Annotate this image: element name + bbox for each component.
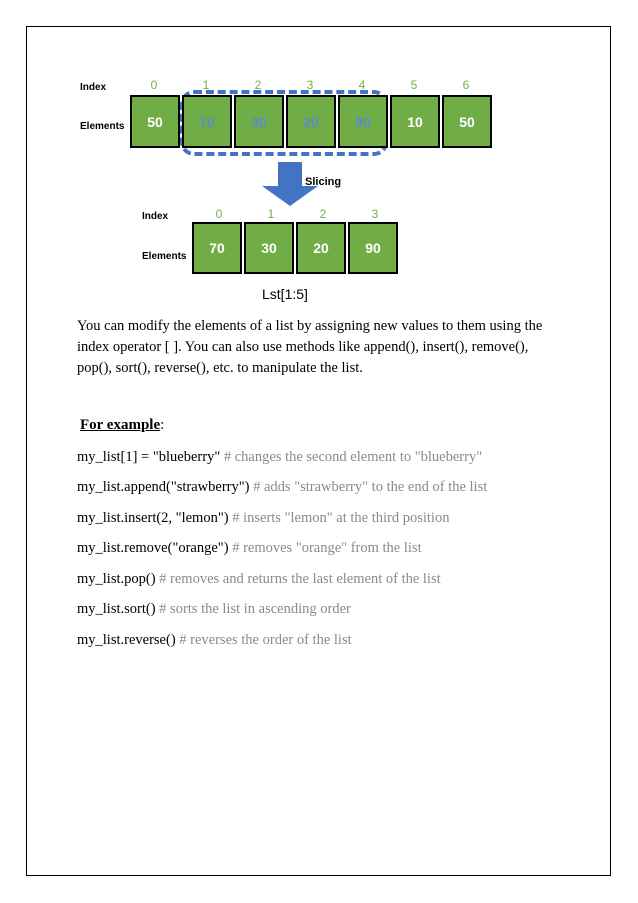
bottom-index-3: 3 xyxy=(371,207,379,221)
code-comment: # changes the second element to "blueberry" xyxy=(223,449,483,465)
example-line-1 xyxy=(77,449,482,466)
code-comment: # inserts "lemon" at the third position xyxy=(232,510,450,526)
example-line-4 xyxy=(77,540,422,557)
top-index-1: 1 xyxy=(202,78,210,92)
code-comment: # sorts the list in ascending order xyxy=(159,601,351,617)
code-text: my_list[1] = "blueberry" xyxy=(77,449,221,465)
bottom-index-label: Index xyxy=(142,211,169,222)
slice-caption: Lst[1:5] xyxy=(262,286,308,302)
code-comment: # removes "orange" from the list xyxy=(232,540,422,556)
slicing-label: Slicing xyxy=(305,176,342,188)
top-index-4: 4 xyxy=(358,78,366,92)
top-cell-0: 50 xyxy=(130,95,180,148)
example-line-5 xyxy=(77,571,441,588)
top-index-3: 3 xyxy=(306,78,314,92)
example-line-3 xyxy=(77,510,449,527)
top-index-6: 6 xyxy=(462,78,470,92)
top-index-5: 5 xyxy=(410,78,418,92)
code-text: my_list.pop() xyxy=(77,571,156,587)
bottom-elements-label: Elements xyxy=(142,251,187,262)
top-index-0: 0 xyxy=(150,78,158,92)
bottom-index-1: 1 xyxy=(267,207,275,221)
example-line-2 xyxy=(77,479,487,496)
code-text: my_list.reverse() xyxy=(77,632,176,648)
list-slicing-diagram xyxy=(0,0,638,320)
top-elements-label: Elements xyxy=(80,121,125,132)
example-heading-text: For example xyxy=(80,417,161,433)
example-heading-colon: : xyxy=(160,417,165,433)
top-cell-6: 50 xyxy=(442,95,492,148)
bottom-index-2: 2 xyxy=(319,207,327,221)
example-line-6 xyxy=(77,601,351,618)
intro-paragraph: You can modify the elements of a list by assigning new values to them using the index operator [ ]. You can also use methods like append(), insert(), remove(), pop(), sort(), reverse(), etc. to manipulate the list. xyxy=(77,318,543,376)
example-line-7 xyxy=(77,632,352,649)
bottom-cell-1: 30 xyxy=(244,222,294,274)
bottom-index-0: 0 xyxy=(215,207,223,221)
code-comment: # adds "strawberry" to the end of the list xyxy=(253,479,488,495)
code-text: my_list.sort() xyxy=(77,601,156,617)
code-text: my_list.insert(2, "lemon") xyxy=(77,510,229,526)
example-heading xyxy=(80,417,164,434)
bottom-cell-0: 70 xyxy=(192,222,242,274)
code-comment: # removes and returns the last element of the list xyxy=(159,571,441,587)
top-cell-5: 10 xyxy=(390,95,440,148)
bottom-cell-2: 20 xyxy=(296,222,346,274)
top-index-label: Index xyxy=(80,82,107,93)
top-cell-1: 70 xyxy=(182,95,232,148)
code-comment: # reverses the order of the list xyxy=(179,632,352,648)
code-text: my_list.remove("orange") xyxy=(77,540,229,556)
top-cell-4: 90 xyxy=(338,95,388,148)
code-text: my_list.append("strawberry") xyxy=(77,479,250,495)
bottom-cell-3: 90 xyxy=(348,222,398,274)
top-cell-3: 20 xyxy=(286,95,336,148)
top-cell-2: 30 xyxy=(234,95,284,148)
top-index-2: 2 xyxy=(254,78,262,92)
